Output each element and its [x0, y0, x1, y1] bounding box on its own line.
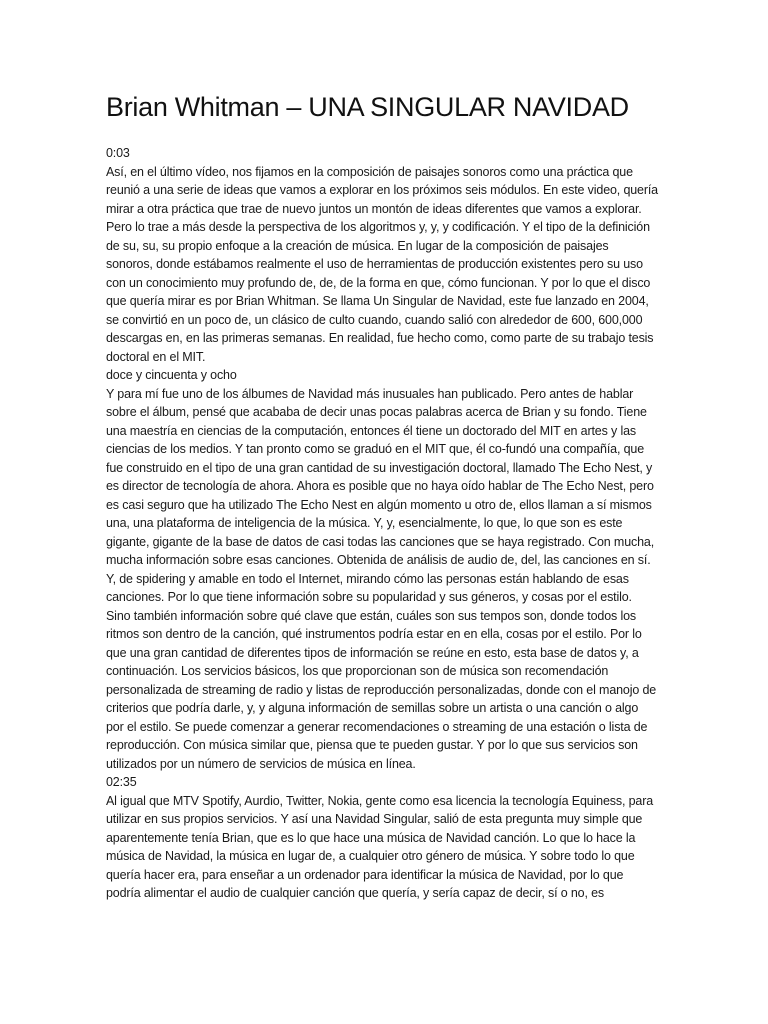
document-page	[106, 92, 658, 903]
timestamp-marker: 02:35	[106, 775, 137, 789]
document-title: Brian Whitman – UNA SINGULAR NAVIDAD	[106, 92, 629, 122]
paragraph: Así, en el último vídeo, nos fijamos en la composición de paisajes sonoros como una práctica que reunió a una serie de ideas que vamos a explorar en los próximos seis módulos. En este video, quería mirar a otra práctica que trae de nuevo juntos un montón de ideas diferentes que vamos a explorar. Pero lo trae a más desde la perspectiva de los algoritmos y, y, y codificación. Y el tipo de la definición de su, su, su propio enfoque a la creación de música. En lugar de la composición de paisajes sonoros, donde estábamos realmente el uso de herramientas de producción existentes pero su uso con un conocimiento muy profundo de, de, de la forma en que, cómo funcionan. Y por lo que el disco que quería mirar es por Brian Whitman. Se llama Un Singular de Navidad, este fue lanzado en 2004, se convirtió en un poco de, un clásico de culto cuando, cuando salió con alrededor de 600, 600,000 descargas en, en las primeras semanas. En realidad, fue hecho como, como parte de su trabajo tesis doctoral en el MIT.	[106, 164, 658, 364]
paragraph: Al igual que MTV Spotify, Aurdio, Twitter, Nokia, gente como esa licencia la tecnología Equiness, para utilizar en sus propios servicios. Y así una Navidad Singular, salió de esta pregunta muy simple que aparentemente tenía Brian, que es lo que hace una música de Navidad canción. Lo que lo hace la música de Navidad, la música en lugar de, a cualquier otro género de música. Y sobre todo lo que quería hacer era, para enseñar a un ordenador para identificar la música de Navidad, por lo que podría alimentar el audio de cualquier canción que quería, y sería capaz de decir, sí o no, es	[106, 793, 654, 900]
timestamp-marker: 0:03	[106, 146, 130, 160]
timestamp-marker: doce y cincuenta y ocho	[106, 368, 237, 382]
document-body	[106, 144, 658, 903]
paragraph: Y para mí fue uno de los álbumes de Navidad más inusuales han publicado. Pero antes de hablar sobre el álbum, pensé que acababa de decir unas pocas palabras acerca de Brian y su fondo. Tiene una maestría en ciencias de la computación, entonces él tiene un doctorado del MIT en artes y las ciencias de los medios. Y tan pronto como se graduó en el MIT que, él co-fundó una compañía, que fue construido en el tipo de una gran cantidad de su investigación doctoral, llamado The Echo Nest, y es director de tecnología de ahora. Ahora es posible que no haya oído hablar de The Echo Nest, pero es casi seguro que ha utilizado The Echo Nest en algún momento u otro de, ellos llaman a sí mismos una, una plataforma de inteligencia de la música. Y, y, esencialmente, lo que, lo que son es este gigante, gigante de la base de datos de casi todas las canciones que se haya registrado. Con mucha, mucha información sobre esas canciones. Obtenida de análisis de audio de, del, las canciones en sí. Y, de spidering y amable en todo el Internet, mirando cómo las personas están hablando de esas canciones. Por lo que tiene información sobre su popularidad y sus géneros, y cosas por el estilo. Sino también información sobre qué clave que están, cuáles son sus tempos son, donde todos los ritmos son dentro de la canción, qué instrumentos podría estar en en ella, cosas por el estilo. Por lo que una gran cantidad de diferentes tipos de información se reúne en esto, esta base de datos y, a continuación. Los servicios básicos, los que proporcionan son de música son recomendación personalizada de streaming de radio y listas de reproducción personalizadas, donde con el manojo de criterios que podría darle, y, y alguna información de semillas sobre un artista o una canción o algo por el estilo. Se puede comenzar a generar recomendaciones o streaming de una estación o lista de reproducción. Con música similar que, piensa que te pueden gustar. Y por lo que sus servicios son utilizados por un número de servicios de música en línea.	[106, 386, 657, 771]
